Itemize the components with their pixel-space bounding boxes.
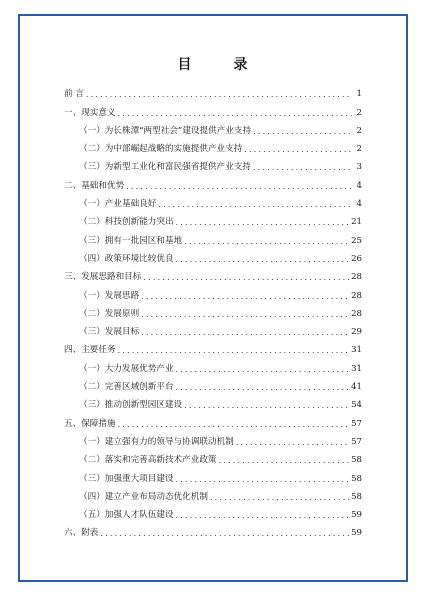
toc-entry-label: （四）政策环境比较优良 [79,253,174,264]
toc-entry-label: （二）落实和完善高新技术产业政策 [79,455,217,466]
toc-entry-label: （五）加强人才队伍建设 [79,510,174,521]
toc-leader-dots [184,400,349,411]
toc-leader-dots [244,144,352,155]
toc-entry-label: （二）发展原则 [79,308,140,319]
toc-entry-page: 57 [351,418,362,429]
toc-entry-label: （一）为长株潭“两型社会”建设提供产业支持 [79,125,252,136]
toc-entry-label: 一、现实意义 [64,107,116,118]
toc-entry-label: （一）大力发展优势产业 [79,363,174,374]
toc-entry-label: 五、保障措施 [64,418,116,429]
toc-entry[interactable] [64,302,362,320]
toc-leader-dots [158,199,352,210]
toc-leader-dots [176,254,350,265]
toc-entry-page: 57 [351,436,362,447]
toc-entry-label: 六、附表 [64,528,99,539]
toc-entry-page: 29 [351,327,362,338]
toc-entry-page: 58 [351,491,362,502]
toc-entry-page: 28 [351,308,362,319]
toc-entry[interactable] [64,265,362,283]
toc-entry[interactable] [64,503,362,521]
toc-entry-page: 1 [356,89,362,100]
toc-leader-dots [176,474,350,485]
toc-entry-label: （三）加强重大项目建设 [79,473,174,484]
toc-leader-dots [210,492,349,503]
toc-entry-page: 41 [351,382,362,393]
toc-entry[interactable] [64,283,362,301]
toc-entry[interactable] [64,192,362,210]
toc-leader-dots [176,382,350,393]
toc-entry-page: 58 [351,455,362,466]
toc-entry-page: 31 [351,345,362,356]
toc-entry-label: 四、主要任务 [64,345,116,356]
toc-entry[interactable] [64,173,362,191]
toc-entry-page: 3 [356,162,362,173]
toc-entry[interactable] [64,393,362,411]
toc-entry-label: （二）科技创新能力突出 [79,217,174,228]
toc-entry-page: 25 [351,235,362,246]
page-title: 目 录 [177,57,262,73]
toc-entry[interactable] [64,485,362,503]
table-of-contents [64,82,362,539]
toc-leader-dots [141,327,349,338]
toc-entry[interactable] [64,375,362,393]
toc-leader-dots [176,364,350,375]
toc-leader-dots [176,510,350,521]
toc-leader-dots [143,272,349,283]
toc-entry[interactable] [64,320,362,338]
toc-entry-page: 58 [351,473,362,484]
toc-entry-label: （四）建立产业布局动态优化机制 [79,491,208,502]
toc-leader-dots [176,217,350,228]
toc-entry-page: 4 [356,199,362,210]
toc-leader-dots [141,291,349,302]
toc-entry-page: 59 [351,510,362,521]
toc-entry[interactable] [64,137,362,155]
toc-entry-page: 21 [351,217,362,228]
toc-leader-dots [141,309,349,320]
toc-leader-dots [118,419,349,430]
toc-leader-dots [118,345,349,356]
toc-entry[interactable] [64,247,362,265]
toc-entry[interactable] [64,521,362,539]
toc-entry[interactable] [64,228,362,246]
toc-leader-dots [100,528,349,539]
toc-entry-page: 2 [356,107,362,118]
toc-entry-label: 前 言 [64,89,84,100]
toc-entry-page: 4 [356,180,362,191]
toc-entry-page: 28 [351,290,362,301]
toc-leader-dots [118,108,352,119]
toc-entry-label: （三）拥有一批园区和基地 [79,235,183,246]
toc-entry[interactable] [64,356,362,374]
toc-entry-page: 54 [351,400,362,411]
toc-entry-label: 三、发展思路和目标 [64,272,142,283]
toc-entry-label: （三）发展目标 [79,327,140,338]
toc-entry-label: （二）完善区域创新平台 [79,382,174,393]
toc-leader-dots [253,162,352,173]
toc-entry-label: （三）为新型工业化和富民强省提供产业支持 [79,162,251,173]
toc-entry[interactable] [64,338,362,356]
toc-leader-dots [86,89,352,100]
toc-entry-page: 28 [351,272,362,283]
toc-entry-page: 26 [351,253,362,264]
toc-entry[interactable] [64,430,362,448]
toc-leader-dots [184,236,349,247]
toc-entry-page: 2 [356,125,362,136]
toc-entry-label: （一）发展思路 [79,290,140,301]
toc-entry[interactable] [64,155,362,173]
toc-entry-label: （二）为中部崛起战略的实施提供产业支持 [79,144,243,155]
toc-entry[interactable] [64,82,362,100]
toc-entry-page: 59 [351,528,362,539]
toc-entry-label: （三）推动创新型园区建设 [79,400,183,411]
toc-leader-dots [219,455,350,466]
toc-leader-dots [253,126,352,137]
toc-entry[interactable] [64,411,362,429]
toc-entry[interactable] [64,466,362,484]
toc-entry-page: 31 [351,363,362,374]
toc-leader-dots [236,437,349,448]
toc-entry[interactable] [64,119,362,137]
toc-leader-dots [126,181,352,192]
toc-entry-label: （一）建立强有力的领导与协调联动机制 [79,436,234,447]
toc-entry-label: （一）产业基础良好 [79,199,157,210]
toc-entry[interactable] [64,210,362,228]
toc-entry[interactable] [64,100,362,118]
toc-entry[interactable] [64,448,362,466]
toc-entry-page: 2 [356,144,362,155]
toc-entry-label: 二、基础和优势 [64,180,125,191]
